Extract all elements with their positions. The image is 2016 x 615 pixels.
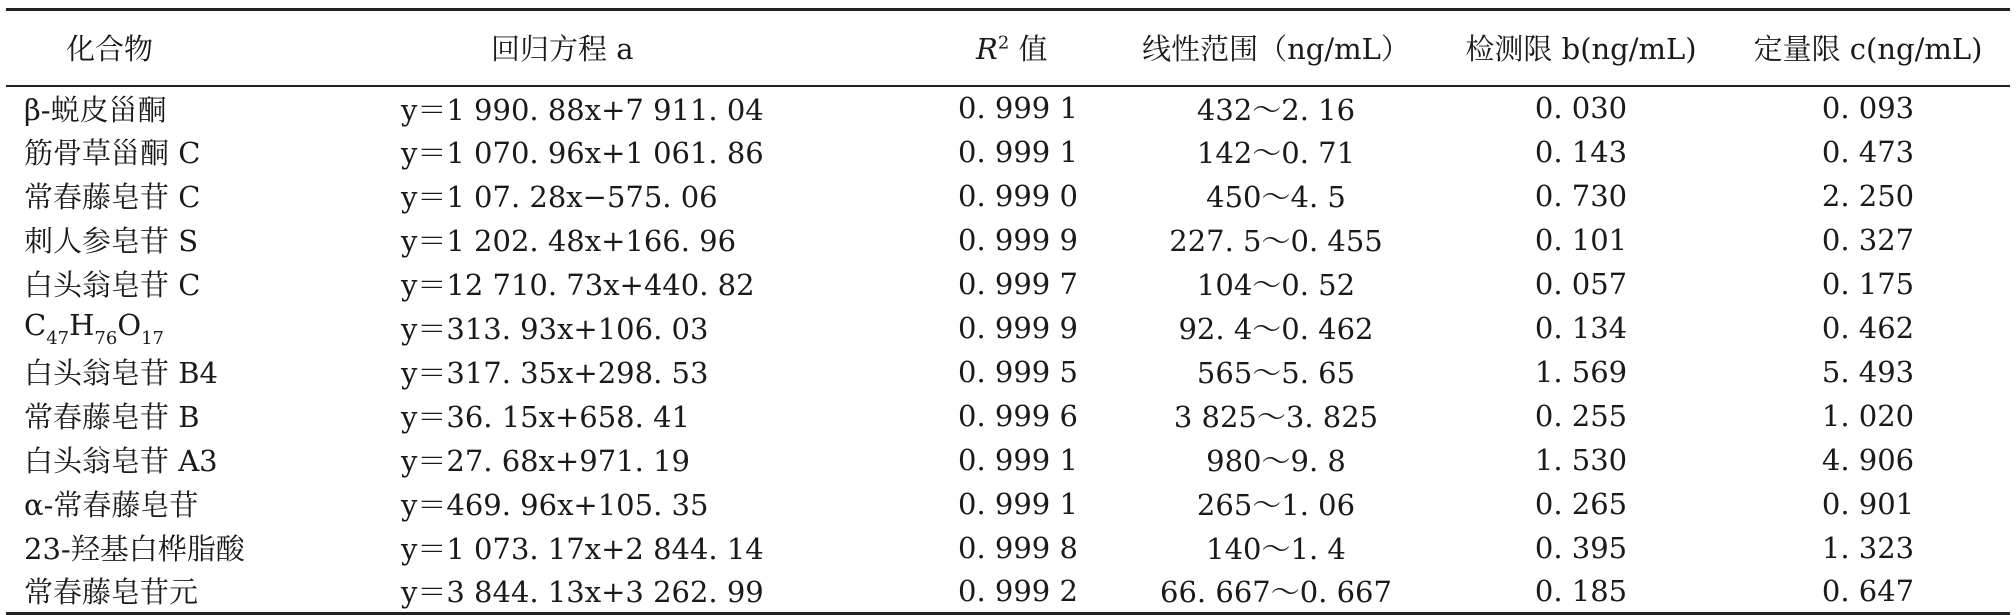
- cell-loq: 0. 473: [1821, 134, 1915, 169]
- cell-equation: y＝317. 35x+298. 53: [401, 356, 709, 390]
- cell-equation: y＝313. 93x+106. 03: [401, 312, 709, 346]
- header-equation: 回归方程 a: [391, 10, 936, 86]
- cell-equation: y＝469. 96x+105. 35: [401, 488, 709, 522]
- cell-equation: y＝1 070. 96x+1 061. 86: [401, 136, 764, 170]
- cell-loq: 0. 093: [1821, 91, 1915, 125]
- cell-linear-range: 142～0. 71: [1196, 136, 1356, 170]
- cell-compound-formula: [6, 306, 391, 350]
- cell-linear-range: 3 825～3. 825: [1173, 400, 1379, 434]
- cell-equation: y＝1 07. 28x−575. 06: [401, 180, 718, 214]
- cell-loq: 0. 901: [1821, 486, 1915, 521]
- cell-linear-range: 140～1. 4: [1206, 532, 1346, 566]
- cell-compound: 常春藤皂苷 C: [24, 180, 201, 214]
- cell-lod: 0. 185: [1436, 570, 1726, 614]
- cell-equation: y＝1 202. 48x+166. 96: [401, 224, 737, 258]
- cell-loq: 2. 250: [1821, 178, 1915, 213]
- header-linear-range: 线性范围（ng/mL）: [1116, 10, 1436, 86]
- cell-lod: 0. 730: [1534, 178, 1628, 213]
- cell-r2: 0. 999 9: [958, 310, 1078, 345]
- cell-linear-range: 450～4. 5: [1206, 180, 1346, 214]
- header-loq: 定量限 c(ng/mL): [1726, 10, 2010, 86]
- cell-lod: 0. 255: [1534, 398, 1628, 433]
- cell-lod: 1. 530: [1534, 442, 1628, 477]
- calibration-table: [6, 8, 2010, 615]
- cell-compound: α-常春藤皂苷: [24, 488, 199, 522]
- cell-equation: y＝36. 15x+658. 41: [401, 400, 690, 434]
- cell-lod: 0. 101: [1534, 222, 1628, 257]
- formula-c: C: [24, 308, 47, 343]
- header-lod: 检测限 b(ng/mL): [1436, 10, 1726, 86]
- calibration-table-container: [6, 8, 2010, 615]
- cell-r2: 0. 999 1: [958, 486, 1078, 521]
- cell-compound: 刺人参皂苷 S: [24, 224, 199, 258]
- cell-lod: 0. 395: [1534, 530, 1628, 565]
- cell-compound: β-蜕皮甾酮: [24, 92, 167, 127]
- cell-loq: 0. 327: [1821, 222, 1915, 257]
- cell-compound: 23-羟基白桦脂酸: [24, 532, 245, 566]
- cell-lod: 0. 057: [1534, 266, 1628, 301]
- r2-symbol: R: [976, 32, 998, 67]
- cell-linear-range: 66. 667～0. 667: [1116, 570, 1436, 614]
- cell-r2: 0. 999 6: [958, 398, 1078, 433]
- cell-compound: 常春藤皂苷 B: [24, 400, 200, 434]
- cell-lod: 0. 134: [1534, 310, 1628, 345]
- cell-linear-range: 565～5. 65: [1196, 356, 1356, 390]
- cell-equation: y＝1 073. 17x+2 844. 14: [401, 532, 764, 566]
- cell-compound: 白头翁皂苷 A3: [24, 444, 218, 478]
- cell-compound: 白头翁皂苷 C: [24, 268, 201, 302]
- cell-loq: 0. 175: [1821, 266, 1915, 301]
- cell-compound: 筋骨草甾酮 C: [24, 136, 201, 170]
- cell-linear-range: 980～9. 8: [1206, 444, 1346, 478]
- cell-r2: 0. 999 9: [958, 222, 1078, 257]
- header-r2: [936, 10, 1116, 86]
- cell-loq: 0. 462: [1821, 310, 1915, 345]
- formula-o: O: [117, 308, 142, 343]
- cell-equation: y＝1 990. 88x+7 911. 04: [401, 92, 764, 127]
- cell-r2: 0. 999 1: [958, 134, 1078, 169]
- table-row: [6, 86, 2010, 130]
- cell-compound: 常春藤皂苷元: [6, 570, 391, 614]
- formula-o-count: 17: [141, 327, 164, 349]
- cell-equation: y＝12 710. 73x+440. 82: [401, 268, 755, 302]
- cell-linear-range: 92. 4～0. 462: [1178, 312, 1374, 346]
- table-row: [6, 130, 2010, 174]
- cell-loq: 0. 647: [1726, 570, 2010, 614]
- table-header-row: [6, 10, 2010, 86]
- cell-loq: 4. 906: [1821, 442, 1915, 477]
- cell-equation: y＝27. 68x+971. 19: [401, 444, 690, 478]
- formula-h: H: [69, 308, 95, 343]
- table-row: [6, 394, 2010, 438]
- table-row: [6, 482, 2010, 526]
- table-row: [6, 262, 2010, 306]
- cell-r2: 0. 999 2: [936, 570, 1116, 614]
- cell-lod: 0. 265: [1534, 486, 1628, 521]
- header-compound: 化合物: [6, 10, 391, 86]
- table-row: [6, 438, 2010, 482]
- cell-linear-range: 265～1. 06: [1196, 488, 1356, 522]
- cell-loq: 1. 020: [1821, 398, 1915, 433]
- table-row: [6, 570, 2010, 614]
- table-row: [6, 306, 2010, 350]
- table-row: [6, 350, 2010, 394]
- formula-h-count: 76: [94, 327, 118, 349]
- cell-loq: 1. 323: [1821, 530, 1915, 565]
- r2-suffix: 值: [1009, 32, 1048, 67]
- cell-lod: 0. 143: [1534, 134, 1628, 169]
- cell-r2: 0. 999 8: [958, 530, 1078, 565]
- cell-linear-range: 104～0. 52: [1196, 268, 1356, 302]
- table-row: [6, 174, 2010, 218]
- cell-linear-range: 227. 5～0. 455: [1169, 224, 1383, 258]
- cell-r2: 0. 999 5: [958, 354, 1078, 389]
- cell-r2: 0. 999 0: [958, 178, 1078, 213]
- cell-r2: 0. 999 7: [958, 266, 1078, 301]
- r2-power: 2: [997, 32, 1010, 54]
- cell-lod: 0. 030: [1534, 91, 1628, 125]
- table-row: [6, 218, 2010, 262]
- formula-c-count: 47: [46, 327, 70, 349]
- cell-r2: 0. 999 1: [958, 442, 1078, 477]
- table-row: [6, 526, 2010, 570]
- cell-r2: 0. 999 1: [958, 91, 1078, 125]
- cell-lod: 1. 569: [1534, 354, 1628, 389]
- cell-linear-range: 432～2. 16: [1196, 92, 1356, 127]
- cell-equation: y＝3 844. 13x+3 262. 99: [391, 570, 936, 614]
- cell-compound: 白头翁皂苷 B4: [24, 356, 218, 390]
- cell-loq: 5. 493: [1821, 354, 1915, 389]
